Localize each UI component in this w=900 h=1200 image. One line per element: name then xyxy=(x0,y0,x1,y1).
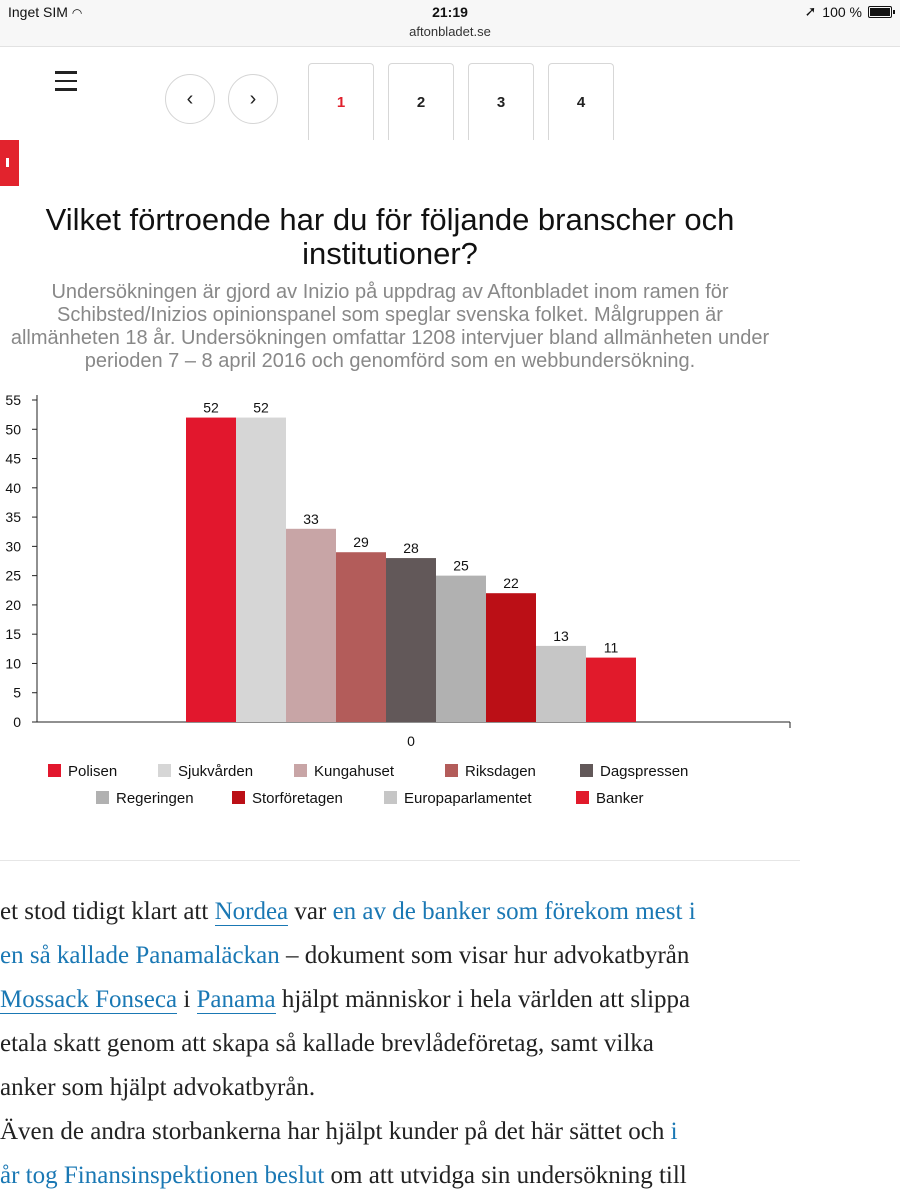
article-link[interactable]: Mossack Fonseca xyxy=(0,986,178,1013)
article-text: i xyxy=(177,986,197,1013)
chevron-left-icon: ‹ xyxy=(186,87,194,110)
chart-subtitle: Undersökningen är gjord av Inizio på uppdrag av Aftonbladet inom ramen för Schibsted/Inizios opinionspanel som speglar svenska folket. Målgruppen är allmänheten 18 år. Undersökningen omfattar 1208 intervjuer bland allmänheten under perioden 7 – 8 april 2016 och genomförd som en webbundersökning. xyxy=(10,281,770,372)
legend-label: Dagspressen xyxy=(600,763,689,780)
legend-swatch xyxy=(580,764,593,777)
bar-chart xyxy=(0,385,820,825)
legend-label: Banker xyxy=(596,790,644,807)
wifi-icon: ◠ xyxy=(71,6,83,20)
location-arrow-icon: ➚ xyxy=(804,3,817,19)
legend-swatch xyxy=(576,791,589,804)
data-label: 11 xyxy=(603,639,619,656)
data-label: 52 xyxy=(253,399,269,416)
data-label: 25 xyxy=(453,557,469,574)
article-link[interactable]: Nordea xyxy=(214,898,289,925)
data-label: 52 xyxy=(203,399,219,416)
legend-swatch xyxy=(384,791,397,804)
article-link[interactable]: Panama xyxy=(196,986,276,1013)
page-tab-1[interactable]: 1 xyxy=(308,63,374,140)
y-tick-label: 50 xyxy=(5,421,21,438)
y-tick-label: 30 xyxy=(5,538,21,555)
y-tick-label: 20 xyxy=(5,596,21,613)
article-link[interactable]: i xyxy=(670,1118,678,1145)
article-text: Även de andra storbankerna har hjälpt kunder på det här sättet och xyxy=(0,1118,671,1145)
article-paragraph-1 xyxy=(0,890,900,1110)
data-label: 28 xyxy=(403,540,419,557)
y-tick-label: 40 xyxy=(5,479,21,496)
article-paragraph-2 xyxy=(0,1110,900,1198)
y-tick-label: 25 xyxy=(5,567,21,584)
article-link[interactable]: en av de banker som förekom mest i xyxy=(332,898,696,925)
side-tab[interactable] xyxy=(0,140,19,186)
legend-label: Regeringen xyxy=(116,790,194,807)
data-label: 22 xyxy=(503,575,519,592)
article-link[interactable]: år tog Finansinspektionen beslut xyxy=(0,1162,325,1189)
status-bar xyxy=(0,0,900,47)
x-tick-label: 0 xyxy=(407,733,415,749)
legend-swatch xyxy=(96,791,109,804)
article-body xyxy=(0,890,900,1198)
article-text: etala skatt genom att skapa så kallade brevlådeföretag, samt vilka xyxy=(0,1030,654,1057)
page-tab-3[interactable]: 3 xyxy=(468,63,534,140)
legend-label: Polisen xyxy=(68,763,118,780)
legend-swatch xyxy=(294,764,307,777)
bar-sjukvården xyxy=(236,418,286,722)
legend-label: Sjukvården xyxy=(178,763,254,780)
bar-regeringen xyxy=(436,576,486,722)
legend-label: Europaparlamentet xyxy=(404,790,532,807)
legend-swatch xyxy=(232,791,245,804)
y-tick-label: 5 xyxy=(13,684,21,701)
legend-label: Kungahuset xyxy=(314,763,395,780)
legend-label: Storföretagen xyxy=(252,790,343,807)
legend-label: Riksdagen xyxy=(465,763,536,780)
y-tick-label: 45 xyxy=(5,450,21,467)
bar-dagspressen xyxy=(386,558,436,722)
y-tick-label: 55 xyxy=(5,392,21,408)
y-tick-label: 35 xyxy=(5,509,21,526)
page-tab-4[interactable]: 4 xyxy=(548,63,614,140)
next-button[interactable] xyxy=(228,74,278,124)
article-text: var xyxy=(288,898,333,925)
legend-swatch xyxy=(158,764,171,777)
legend-swatch xyxy=(48,764,61,777)
bar-storföretagen xyxy=(486,593,536,722)
data-label: 33 xyxy=(303,510,319,527)
y-tick-label: 15 xyxy=(5,626,21,643)
clock: 21:19 xyxy=(432,4,468,20)
bar-banker xyxy=(586,658,636,722)
y-tick-label: 10 xyxy=(5,655,21,672)
bar-kungahuset xyxy=(286,529,336,722)
bar-riksdagen xyxy=(336,552,386,722)
article-text: hjälpt människor i hela världen att slippa xyxy=(275,986,691,1013)
chevron-right-icon: › xyxy=(249,87,257,110)
legend-swatch xyxy=(445,764,458,777)
article-text: anker som hjälpt advokatbyrån. xyxy=(0,1074,316,1101)
bar-polisen xyxy=(186,418,236,722)
data-label: 13 xyxy=(553,627,569,644)
article-text: – dokument som visar hur advokatbyrån xyxy=(279,942,690,969)
address-bar[interactable]: aftonbladet.se xyxy=(409,24,491,39)
y-tick-label: 0 xyxy=(13,714,21,730)
page-tab-2[interactable]: 2 xyxy=(388,63,454,140)
article-text: et stod tidigt klart att xyxy=(0,898,215,925)
carrier-label: Inget SIM ◠ xyxy=(8,4,83,20)
data-label: 29 xyxy=(353,534,369,551)
menu-icon[interactable] xyxy=(55,71,77,97)
article-link[interactable]: en så kallade Panamaläckan xyxy=(0,942,280,969)
status-right xyxy=(805,3,892,20)
prev-button[interactable] xyxy=(165,74,215,124)
article-text: om att utvidga sin undersökning till xyxy=(324,1162,687,1189)
chart-title: Vilket förtroende har du för följande branscher och institutioner? xyxy=(45,202,735,271)
battery-percent: 100 % xyxy=(822,3,862,20)
divider xyxy=(0,860,800,861)
bar-europaparlamentet xyxy=(536,646,586,722)
battery-icon xyxy=(868,6,892,18)
